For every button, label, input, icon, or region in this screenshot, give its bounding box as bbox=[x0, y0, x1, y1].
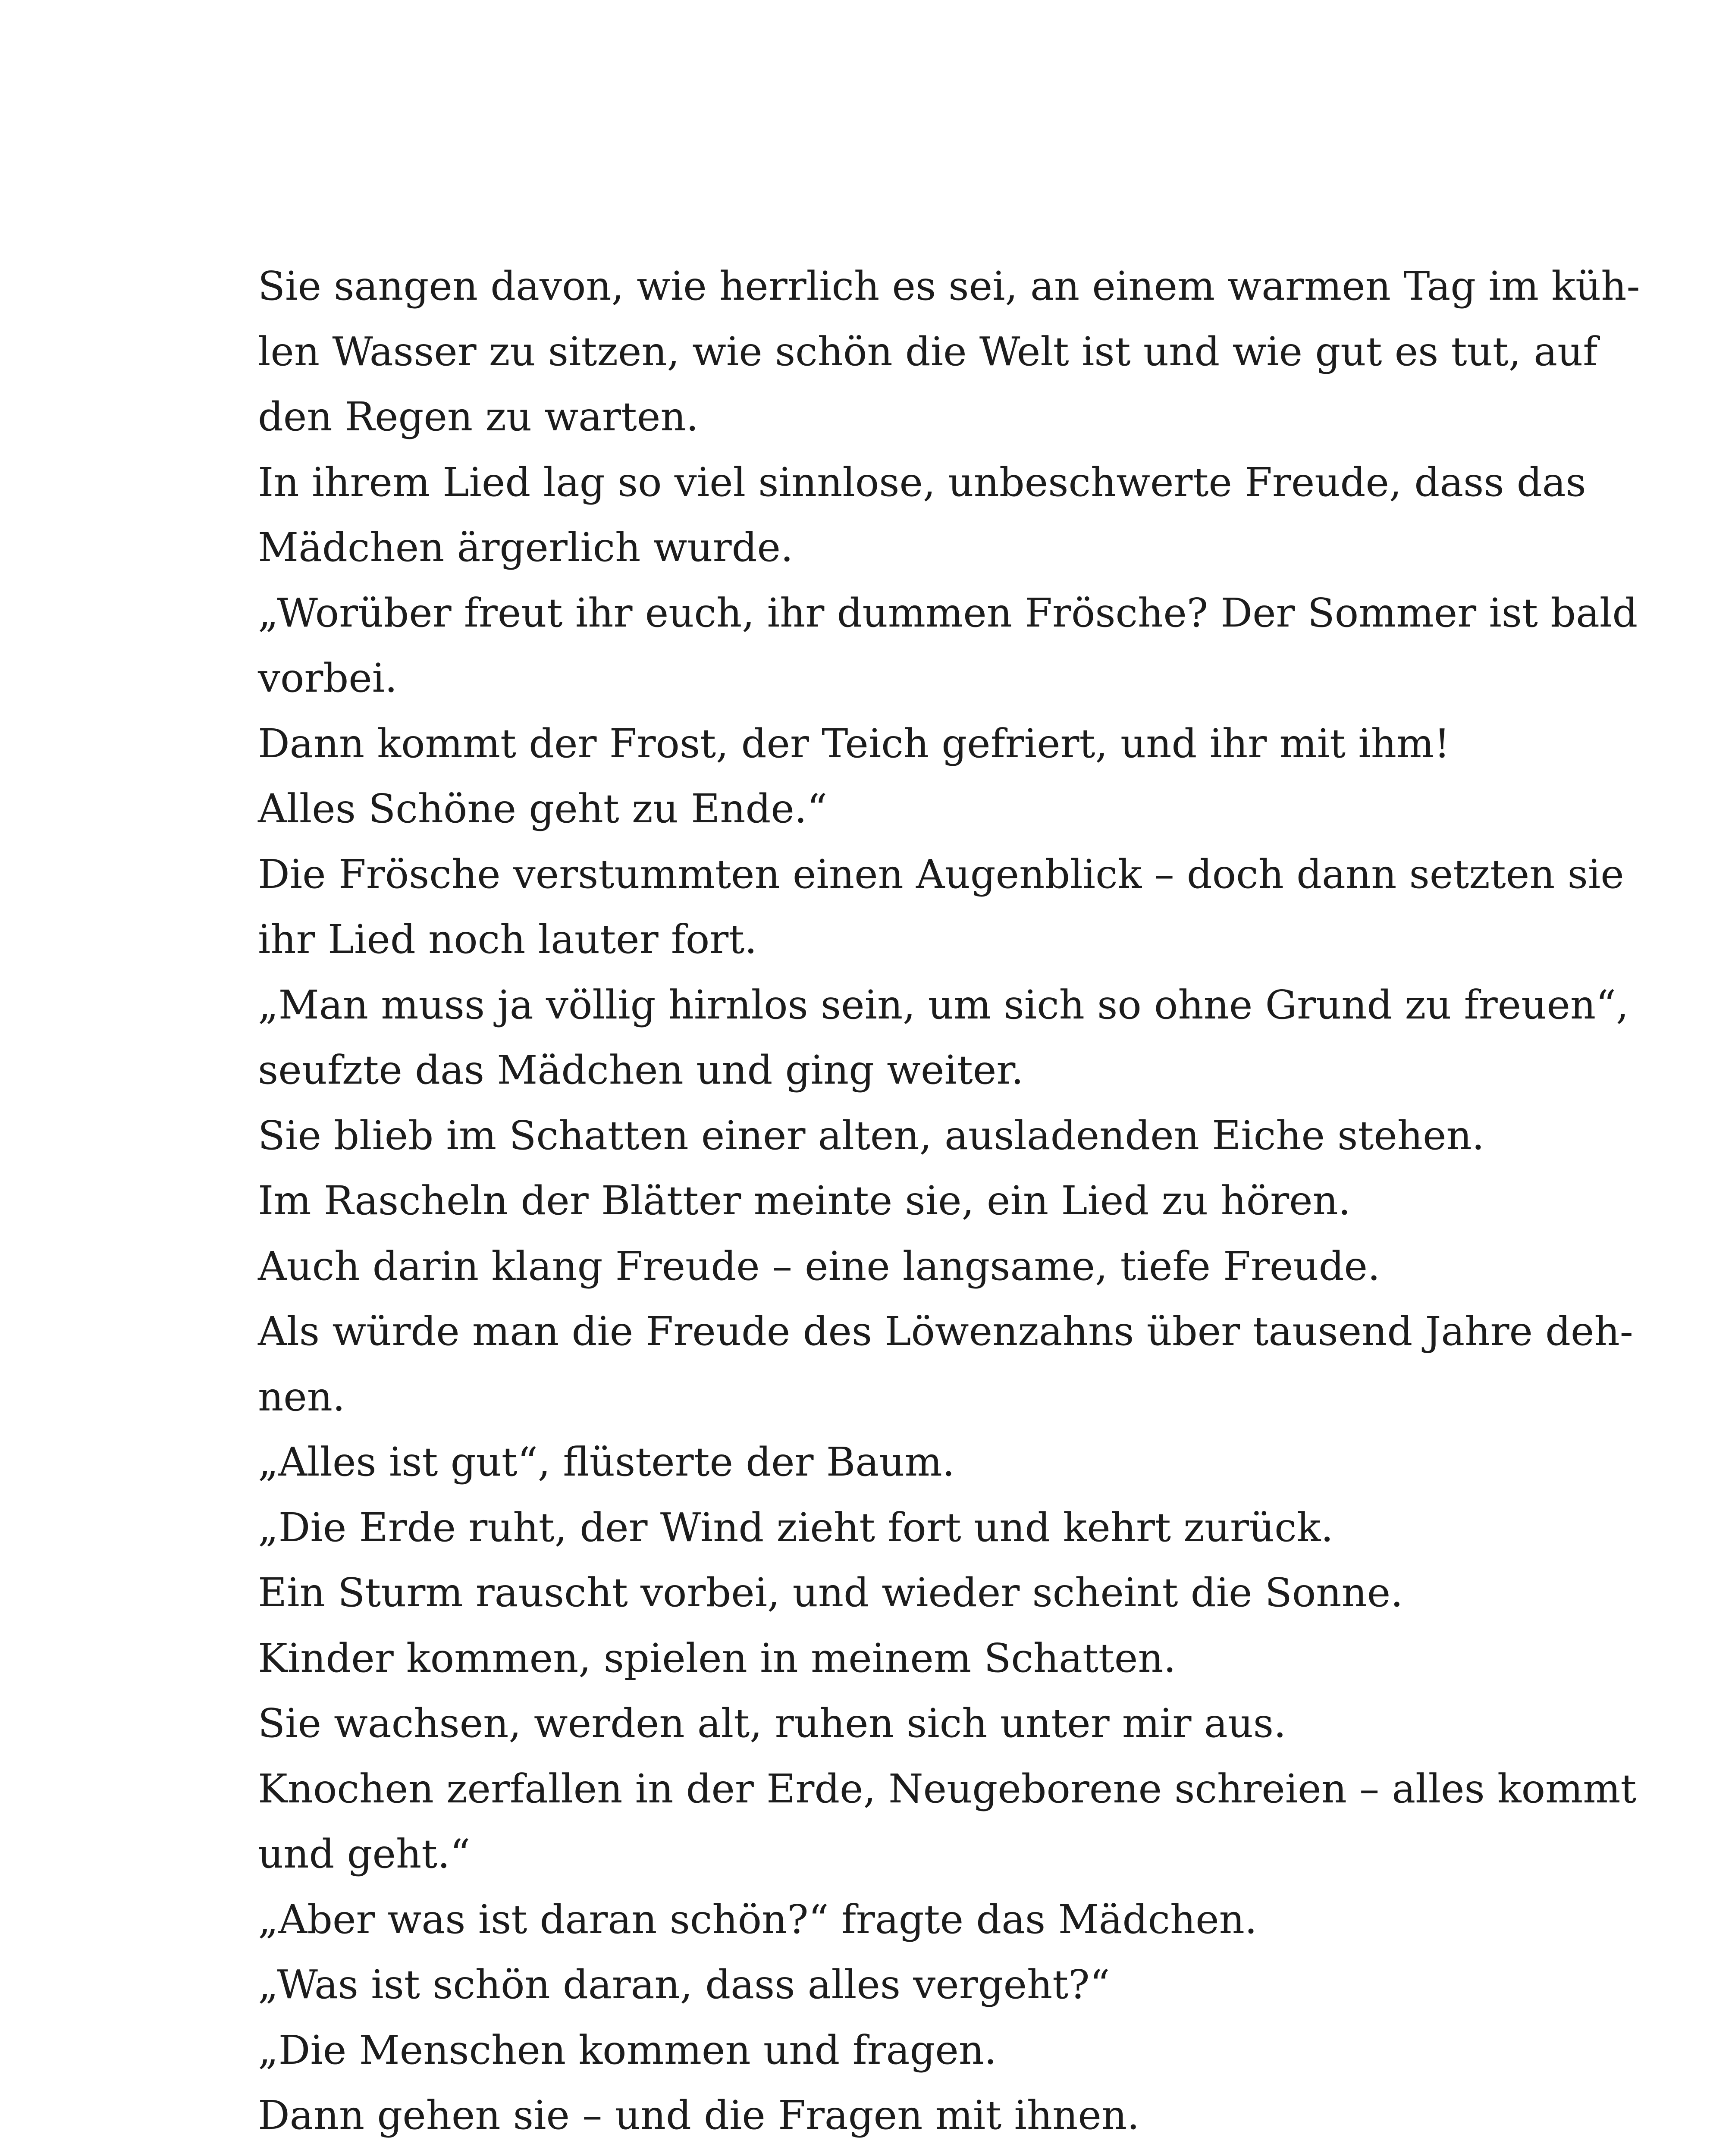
text-line: und geht.“ bbox=[258, 1831, 471, 1877]
text-line: Knochen zerfallen in der Erde, Neugeborene schreien – alles kommt bbox=[258, 1765, 1637, 1812]
text-line: Auch darin klang Freude – eine langsame, tiefe Freude. bbox=[258, 1243, 1381, 1289]
text-line bbox=[258, 2148, 1509, 2156]
text-line: ihr Lied noch lauter fort. bbox=[258, 916, 757, 962]
text-line: „Die Erde ruht, der Wind zieht fort und kehrt zurück. bbox=[258, 1504, 1334, 1551]
text-line: „Worüber freut ihr euch, ihr dummen Frösche? Der Sommer ist bald bbox=[258, 589, 1638, 636]
text-line: „Die Menschen kommen und fragen. bbox=[258, 2027, 997, 2073]
text-line: „Alles ist gut“, flüsterte der Baum. bbox=[258, 1439, 955, 1485]
text-line: nen. bbox=[258, 1373, 345, 1420]
text-line: Sie wachsen, werden alt, ruhen sich unter mir aus. bbox=[258, 1700, 1286, 1746]
text-line: Sie sangen davon, wie herrlich es sei, an einem warmen Tag im küh- bbox=[258, 263, 1640, 309]
text-line: Die Frösche verstummten einen Augenblick – doch dann setzten sie bbox=[258, 851, 1624, 897]
text-line: Im Rascheln der Blätter meinte sie, ein Lied zu hören. bbox=[258, 1178, 1351, 1224]
text-line: seufzte das Mädchen und ging weiter. bbox=[258, 1047, 1024, 1093]
text-line: den Regen zu warten. bbox=[258, 394, 699, 440]
text-line: „Aber was ist daran schön?“ fragte das Mädchen. bbox=[258, 1896, 1258, 1943]
text-line: Als würde man die Freude des Löwenzahns über tausend Jahre deh- bbox=[258, 1308, 1633, 1354]
text-line: len Wasser zu sitzen, wie schön die Welt ist und wie gut es tut, auf bbox=[258, 328, 1598, 375]
text-line: vorbei. bbox=[258, 655, 398, 701]
text-line: Ein Sturm rauscht vorbei, und wieder scheint die Sonne. bbox=[258, 1570, 1403, 1616]
body-text bbox=[258, 254, 1640, 2156]
text-line: Mädchen ärgerlich wurde. bbox=[258, 524, 794, 570]
text-line: „Man muss ja völlig hirnlos sein, um sich so ohne Grund zu freuen“, bbox=[258, 981, 1629, 1028]
text-line: „Was ist schön daran, dass alles vergeht?“ bbox=[258, 1962, 1110, 2008]
text-line: Dann kommt der Frost, der Teich gefriert, und ihr mit ihm! bbox=[258, 720, 1450, 767]
text-line: In ihrem Lied lag so viel sinnlose, unbeschwerte Freude, dass das bbox=[258, 459, 1586, 505]
text-line: Alles Schöne geht zu Ende.“ bbox=[258, 786, 828, 832]
text-line: Kinder kommen, spielen in meinem Schatten. bbox=[258, 1635, 1176, 1681]
text-line: Dann gehen sie – und die Fragen mit ihnen. bbox=[258, 2092, 1140, 2138]
text-line: Sie blieb im Schatten einer alten, ausladenden Eiche stehen. bbox=[258, 1112, 1485, 1159]
